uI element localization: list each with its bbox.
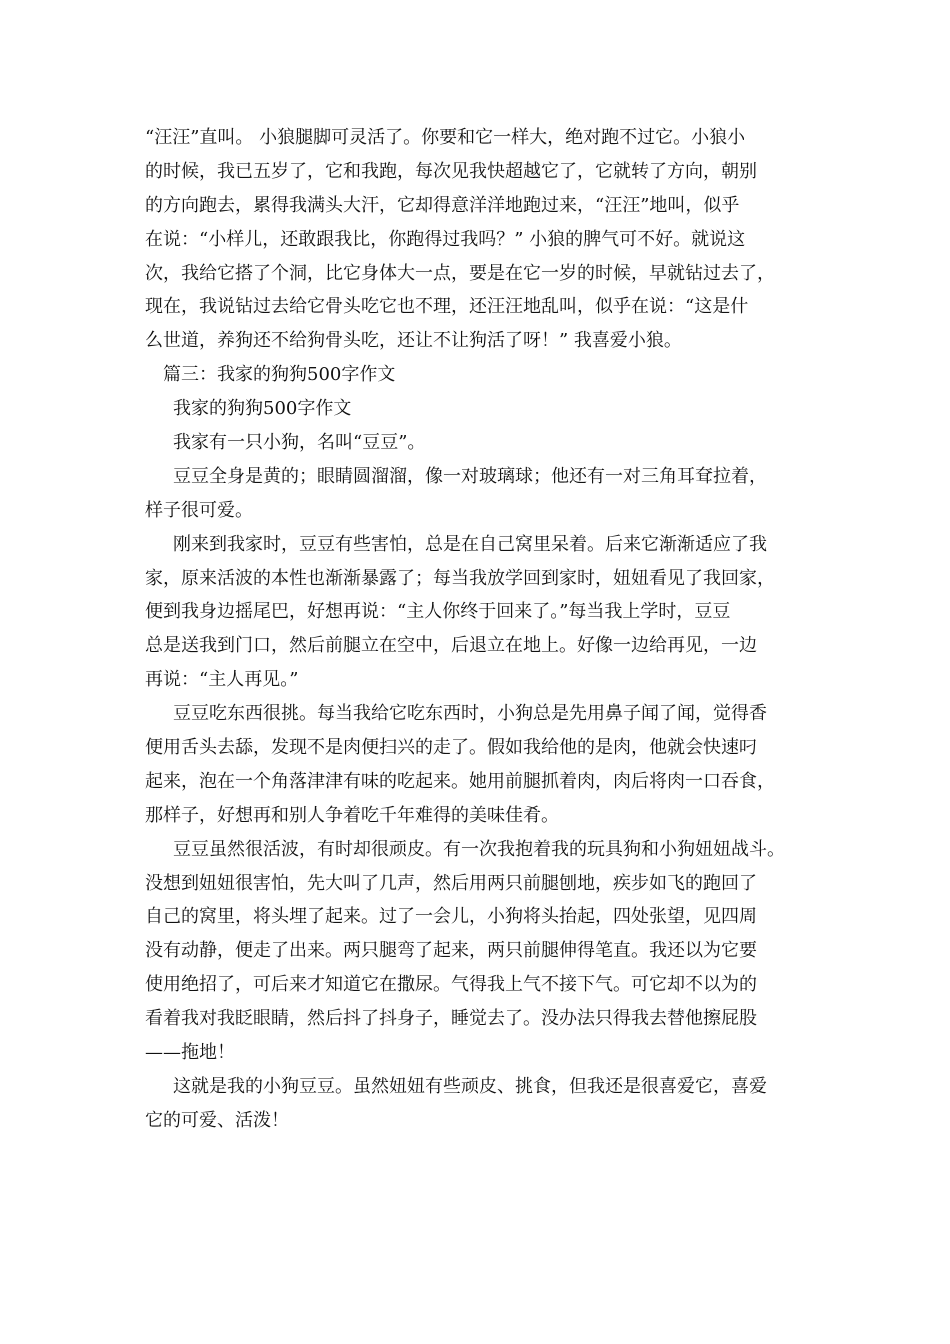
text-line: “汪汪”直叫。 小狼腿脚可灵活了。你要和它一样大，绝对跑不过它。小狼小	[145, 127, 746, 148]
essay-title: 我家的狗狗500字作文	[173, 398, 352, 420]
text-line: 再说：“主人再见。”	[145, 669, 299, 691]
text-line: 那样子，好想再和别人争着吃千年难得的美味佳肴。	[145, 804, 559, 826]
text-line: 家，原来活波的本性也渐渐暴露了；每当我放学回到家时，妞妞看见了我回家，	[145, 567, 775, 589]
text-line: 豆豆虽然很活波，有时却很顽皮。有一次我抱着我的玩具狗和小狗妞妞战斗。	[173, 838, 785, 860]
text-line: 自己的窝里，将头埋了起来。过了一会儿，小狗将头抬起，四处张望，见四周	[145, 906, 757, 928]
text-line: 起来，泡在一个角落津津有味的吃起来。她用前腿抓着肉，肉后将肉一口吞食，	[145, 770, 775, 792]
text-line: 便用舌头去舔，发现不是肉便扫兴的走了。假如我给他的是肉，他就会快速叼	[145, 737, 757, 759]
text-line: 的方向跑去，累得我满头大汗，它却得意洋洋地跑过来，“汪汪”地叫，似乎	[145, 194, 740, 216]
text-line: 现在，我说钻过去给它骨头吃它也不理，还汪汪地乱叫，似乎在说：“这是什	[145, 296, 749, 318]
text-line: 的时候，我已五岁了，它和我跑，每次见我快超越它了，它就转了方向，朝别	[145, 160, 757, 182]
text-line: 没有动静，便走了出来。两只腿弯了起来，两只前腿伸得笔直。我还以为它要	[145, 940, 757, 962]
section-heading: 篇三：我家的狗狗500字作文	[163, 364, 396, 386]
text-line: 豆豆全身是黄的；眼睛圆溜溜，像一对玻璃球；他还有一对三角耳耷拉着，	[173, 465, 767, 487]
text-line: 没想到妞妞很害怕，先大叫了几声，然后用两只前腿刨地，疾步如飞的跑回了	[145, 872, 757, 894]
text-line: 豆豆吃东西很挑。每当我给它吃东西时，小狗总是先用鼻子闻了闻，觉得香	[173, 703, 767, 725]
text-line: 次，我给它搭了个洞，比它身体大一点，要是在它一岁的时候，早就钻过去了，	[145, 262, 775, 284]
text-line: 这就是我的小狗豆豆。虽然妞妞有些顽皮、挑食，但我还是很喜爱它，喜爱	[173, 1075, 767, 1097]
text-line: 我家有一只小狗，名叫“豆豆”。	[173, 432, 426, 454]
text-line: ——拖地！	[145, 1042, 235, 1064]
text-line: 使用绝招了，可后来才知道它在撒尿。气得我上气不接下气。可它却不以为的	[145, 974, 757, 996]
document-body	[145, 121, 817, 1138]
text-line: 在说：“小样儿，还敢跟我比，你跑得过我吗？” 小狼的脾气可不好。就说这	[145, 228, 746, 250]
text-line: 便到我身边摇尾巴，好想再说：“主人你终于回来了。”每当我上学时，豆豆	[145, 601, 731, 623]
text-line: 看着我对我眨眼睛，然后抖了抖身子，睡觉去了。没办法只得我去替他擦屁股	[145, 1008, 757, 1030]
text-line: 样子很可爱。	[145, 499, 253, 521]
text-line: 它的可爱、活泼！	[145, 1109, 289, 1131]
text-line: 刚来到我家时，豆豆有些害怕，总是在自己窝里呆着。后来它渐渐适应了我	[173, 533, 767, 555]
text-line: 么世道，养狗还不给狗骨头吃，还让不让狗活了呀！” 我喜爱小狼。	[145, 330, 682, 352]
text-line: 总是送我到门口，然后前腿立在空中，后退立在地上。好像一边给再见，一边	[145, 635, 757, 657]
